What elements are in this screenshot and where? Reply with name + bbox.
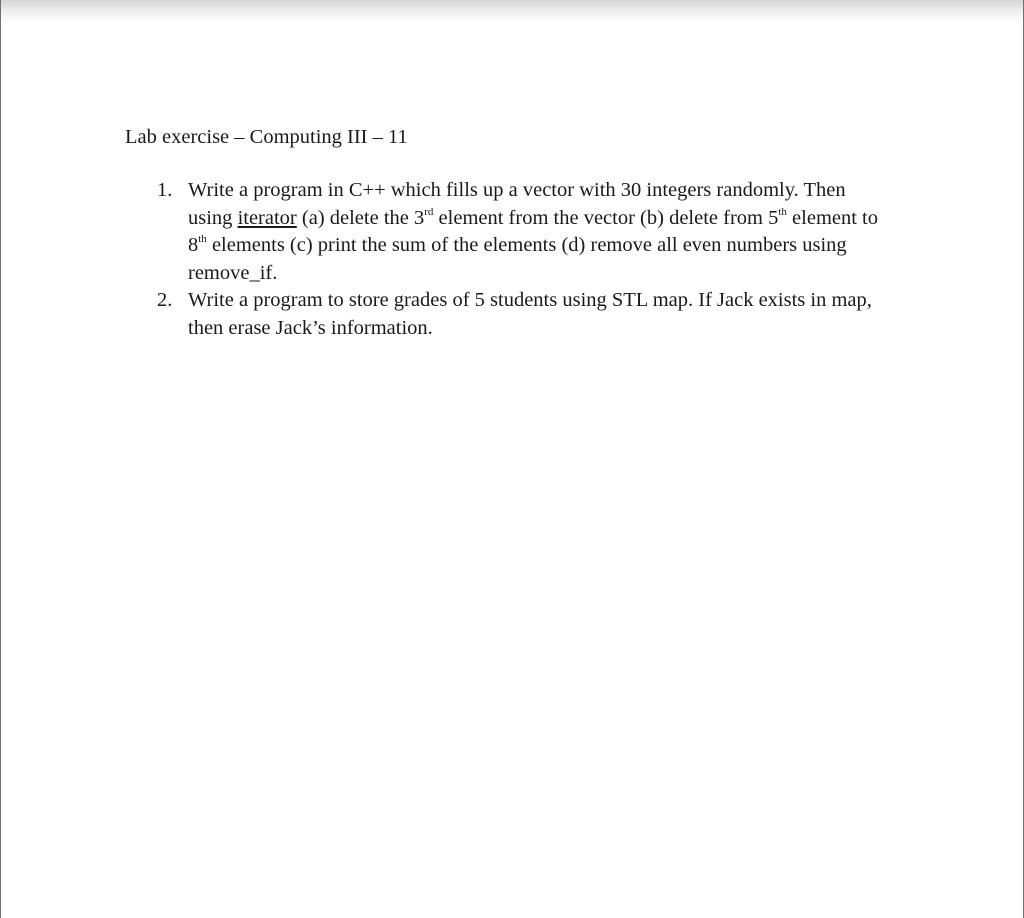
document-title: Lab exercise – Computing III – 11: [125, 126, 408, 148]
document-page: [1, 0, 1023, 918]
ordinal-suffix: rd: [424, 205, 434, 218]
text-segment: (a) delete the 3: [296, 206, 425, 229]
ordinal-suffix: th: [198, 233, 207, 246]
underlined-term: iterator: [237, 206, 297, 229]
item-number: 1.: [157, 179, 173, 201]
text-segment: Write a program in C++ which fills up a vector with 30 integers randomly. Then using: [188, 179, 846, 229]
text-segment: element from the vector (b) delete from 5: [433, 206, 779, 229]
exercise-list: [157, 177, 881, 342]
exercise-item-2: [157, 287, 881, 342]
item-text: Write a program to store grades of 5 students using STL map. If Jack exists in map, then erase Jack’s information.: [188, 289, 872, 339]
exercise-item-1: [157, 177, 881, 287]
item-number: 2.: [157, 289, 173, 311]
text-segment: elements (c) print the sum of the elements (d) remove all even numbers using remove_if.: [188, 234, 847, 284]
item-text: [188, 177, 881, 287]
ordinal-suffix: th: [778, 205, 787, 218]
text-segment: element to 8: [188, 206, 879, 256]
